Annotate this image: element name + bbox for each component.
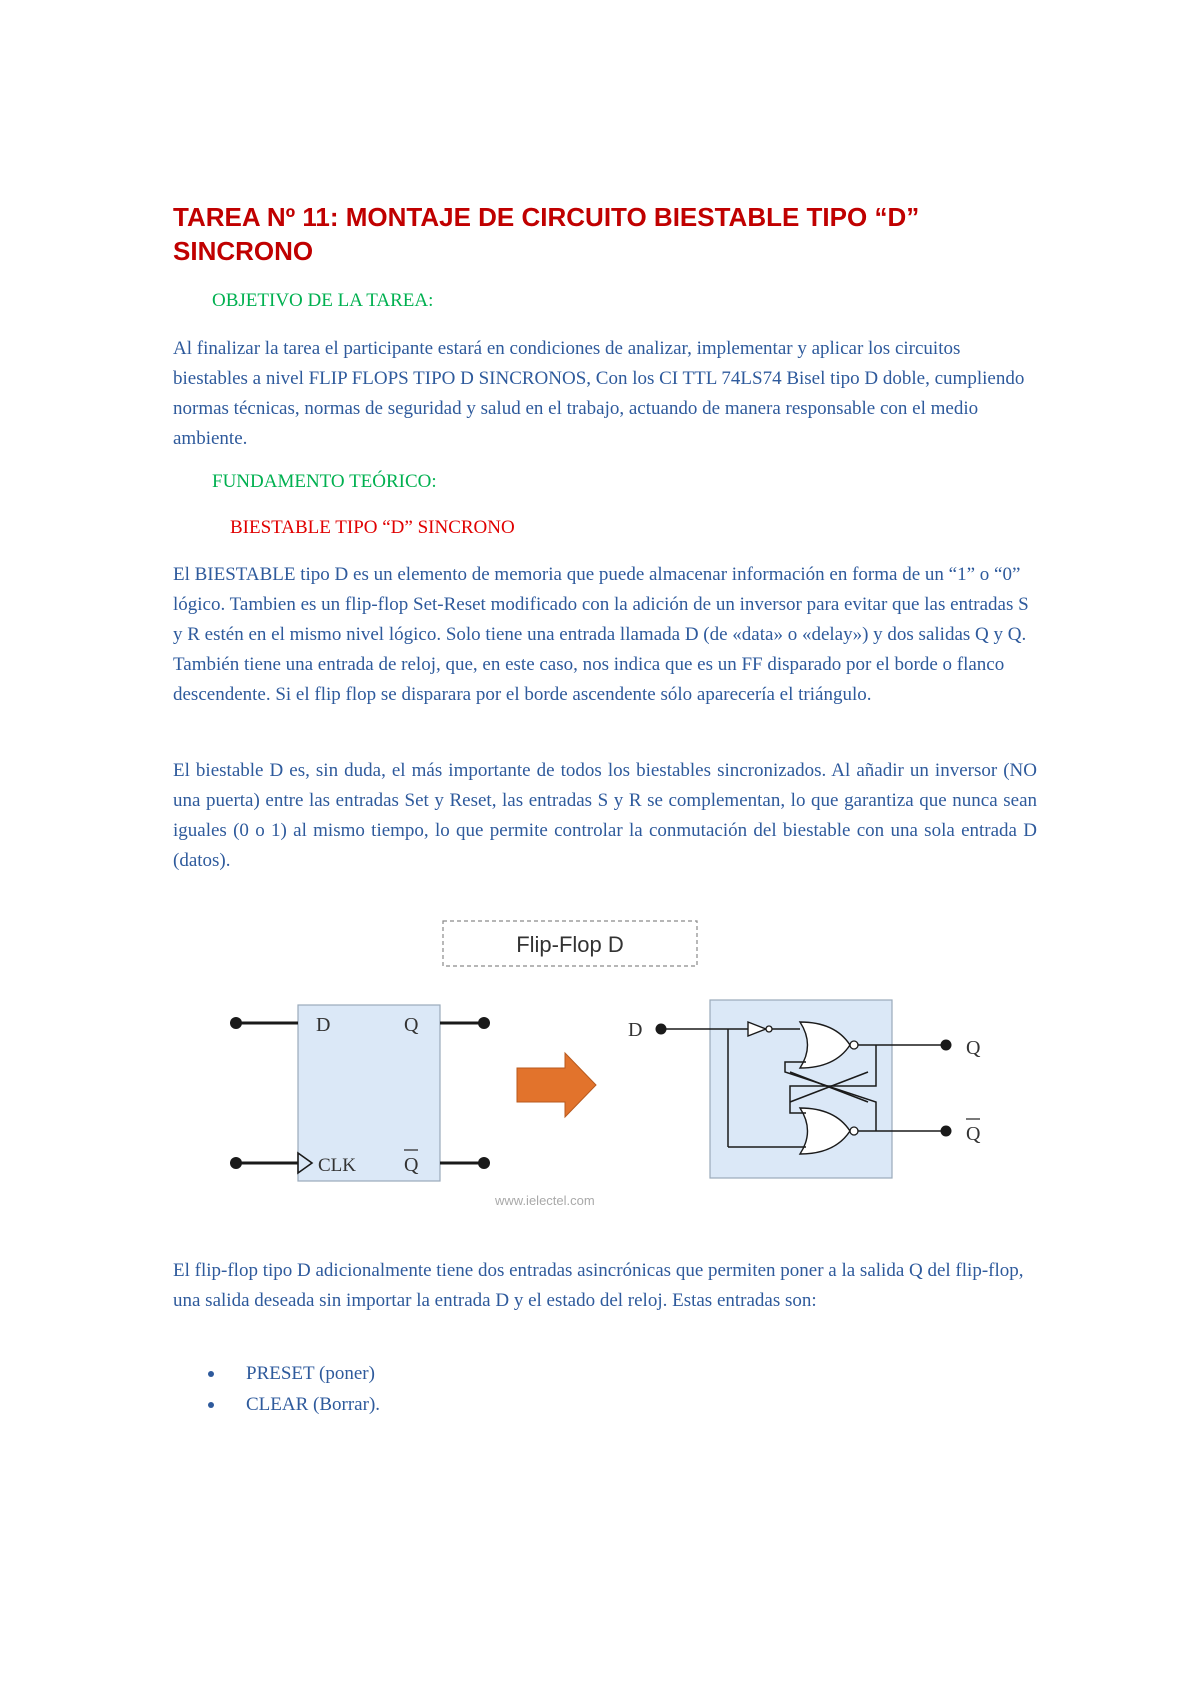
circuit-label-d: D xyxy=(628,1019,643,1041)
fundamento-paragraph-1: El BIESTABLE tipo D es un elemento de memoria que puede almacenar información en forma de un “1” o “0” lógico. Tambien es un flip-flop Set-Reset modificado con la adición de un inversor para evitar que las entradas S y R estén en el mismo nivel lógico. Solo tiene una entrada llamada D (de «data» o «delay») y dos salidas Q y Q. También tiene una entrada de reloj, que, en este caso, nos indica que es un FF disparado por el borde o flanco descendente. Si el flip flop se disparara por el borde ascendente sólo aparecería el triángulo. xyxy=(173,564,1029,705)
bullet-dot xyxy=(208,1371,214,1377)
async-inputs-list xyxy=(173,1358,380,1420)
block-label-d: D xyxy=(316,1014,331,1036)
document-title: TAREA Nº 11: MONTAJE DE CIRCUITO BIESTABLE TIPO “D” SINCRONO xyxy=(173,202,920,266)
objective-paragraph: Al finalizar la tarea el participante estará en condiciones de analizar, implementar y aplicar los circuitos biestables a nivel FLIP FLOPS TIPO D SINCRONOS, Con los CI TTL 74LS74 Bisel tipo D doble, cumpliendo normas técnicas, normas de seguridad y salud en el trabajo, actuando de manera responsable con el medio ambiente. xyxy=(173,338,1025,449)
lower-nor-bubble xyxy=(850,1127,858,1135)
q-output-dot xyxy=(478,1017,490,1029)
watermark-text: www.ielectel.com xyxy=(495,1193,595,1208)
caption-text: Flip-Flop D xyxy=(516,932,624,957)
fundamento-paragraph-2: El biestable D es, sin duda, el más importante de todos los biestables sincronizados. Al añadir un inversor (NO una puerta) entre las entradas Set y Reset, las entradas S y R se complementan, lo que garantiza que nunca sean iguales (0 o 1) al mismo tiempo, lo que permite controlar la conmutación del biestable con una sola entrada D (datos). xyxy=(173,760,1037,871)
list-item xyxy=(173,1358,380,1389)
transform-arrow xyxy=(517,1053,596,1117)
inverter-bubble xyxy=(766,1026,772,1032)
circuit-q-dot xyxy=(941,1040,952,1051)
list-item xyxy=(173,1389,380,1420)
d-input-dot xyxy=(230,1017,242,1029)
block-label-q: Q xyxy=(404,1014,419,1036)
after-figure-paragraph: El flip-flop tipo D adicionalmente tiene dos entradas asincrónicas que permiten poner a la salida Q del flip-flop, una salida deseada sin importar la entrada D y el estado del reloj. Estas entradas son: xyxy=(173,1260,1024,1311)
objective-heading: OBJETIVO DE LA TAREA: xyxy=(212,290,434,311)
qbar-output-dot xyxy=(478,1157,490,1169)
biestable-subheading: BIESTABLE TIPO “D” SINCRONO xyxy=(230,517,515,538)
fundamento-heading: FUNDAMENTO TEÓRICO: xyxy=(212,471,437,492)
clk-input-dot xyxy=(230,1157,242,1169)
list-item-text: PRESET (poner) xyxy=(246,1363,375,1384)
circuit-qbar-dot xyxy=(941,1126,952,1137)
block-label-qbar: Q xyxy=(404,1154,419,1176)
list-item-text: CLEAR (Borrar). xyxy=(246,1394,381,1415)
circuit-label-q: Q xyxy=(966,1037,981,1059)
bullet-dot xyxy=(208,1402,214,1408)
upper-nor-bubble xyxy=(850,1041,858,1049)
flip-flop-d-diagram xyxy=(200,915,1000,1215)
block-label-clk: CLK xyxy=(318,1155,356,1176)
circuit-label-qbar: Q xyxy=(966,1123,981,1145)
